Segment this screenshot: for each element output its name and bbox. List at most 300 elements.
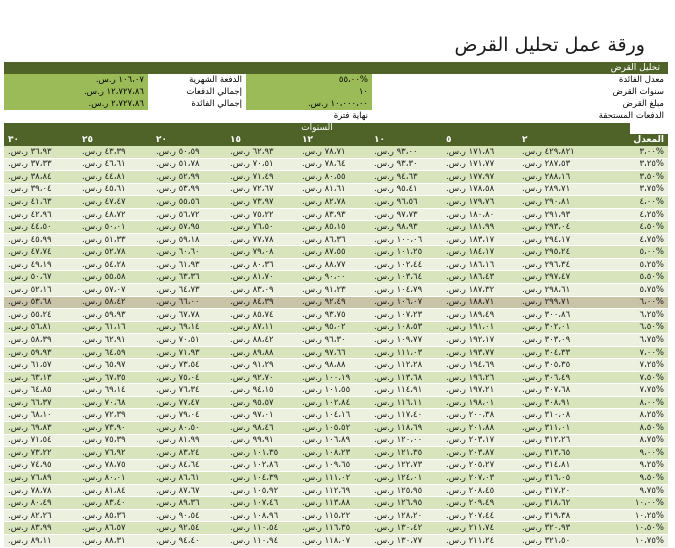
payment-cell[interactable]: ١٩٧،٢١ ر.س. bbox=[442, 384, 518, 397]
rate-cell[interactable]: %١٠،٠٠ bbox=[594, 497, 668, 510]
payment-cell[interactable]: ١١٢،٢٨ ر.س. bbox=[370, 359, 442, 372]
payment-cell[interactable]: ٤٨،٧٢ ر.س. bbox=[78, 208, 152, 221]
payment-cell[interactable]: ١٣٠،٤٢ ر.س. bbox=[370, 522, 442, 535]
payment-cell[interactable]: ٥٣،٦٨ ر.س. bbox=[4, 296, 78, 309]
payment-cell[interactable]: ٤٢،٩٦ ر.س. bbox=[4, 208, 78, 221]
payment-cell[interactable]: ٦٨،١٠ ر.س. bbox=[4, 409, 78, 422]
payment-cell[interactable]: ٩٧،٦٦ ر.س. bbox=[298, 346, 370, 359]
payment-cell[interactable]: ٨٣،٩٩ ر.س. bbox=[4, 522, 78, 535]
payment-cell[interactable]: ١٠٦،٠٧ ر.س. bbox=[370, 296, 442, 309]
payment-cell[interactable]: ٧٦،٩٢ ر.س. bbox=[78, 447, 152, 460]
payment-cell[interactable]: ٣٢١،٥٠ ر.س. bbox=[518, 534, 594, 547]
payment-cell[interactable]: ١١٣،٦٨ ر.س. bbox=[370, 371, 442, 384]
payment-cell[interactable]: ٦٤،٨٥ ر.س. bbox=[4, 384, 78, 397]
payment-cell[interactable]: ٨٢،٧٨ ر.س. bbox=[298, 196, 370, 209]
payment-cell[interactable]: ٧٩،٠٨ ر.س. bbox=[226, 246, 298, 259]
payment-cell[interactable]: ١٨٧،٣٢ ر.س. bbox=[442, 284, 518, 297]
payment-cell[interactable]: ١٠٥،٥٢ ر.س. bbox=[298, 422, 370, 435]
payment-cell[interactable]: ٣٠٦،٤٩ ر.س. bbox=[518, 371, 594, 384]
payment-cell[interactable]: ٨٤،٦٤ ر.س. bbox=[152, 459, 226, 472]
rate-cell[interactable]: %٨،٧٥ bbox=[594, 434, 668, 447]
payment-cell[interactable]: ٦٣،١٣ ر.س. bbox=[4, 371, 78, 384]
payment-cell[interactable]: ١١٦،١١ ر.س. bbox=[370, 396, 442, 409]
rate-cell[interactable]: %٦،٥٠ bbox=[594, 321, 668, 334]
payment-cell[interactable]: ١٠٣،٦٤ ر.س. bbox=[370, 271, 442, 284]
payment-cell[interactable]: ٤٤،٥٠ ر.س. bbox=[4, 221, 78, 234]
payment-cell[interactable]: ١٠٢،٨٤ ر.س. bbox=[298, 396, 370, 409]
payment-cell[interactable]: ١١٢،٦٩ ر.س. bbox=[298, 484, 370, 497]
payment-cell[interactable]: ١٩٤،٦٩ ر.س. bbox=[442, 359, 518, 372]
payment-cell[interactable]: ٦٣،٣٦ ر.س. bbox=[152, 271, 226, 284]
payment-cell[interactable]: ٧٨،٧١ ر.س. bbox=[298, 146, 370, 158]
payment-cell[interactable]: ١٩٦،٢٦ ر.س. bbox=[442, 371, 518, 384]
payment-cell[interactable]: ١٠٩،٧٧ ر.س. bbox=[370, 334, 442, 347]
payment-cell[interactable]: ٨٠،٣٦ ر.س. bbox=[226, 258, 298, 271]
payment-cell[interactable]: ١٠٠،٠٦ ر.س. bbox=[370, 233, 442, 246]
payment-cell[interactable]: ٢٩٣،٠٤ ر.س. bbox=[518, 221, 594, 234]
payment-cell[interactable]: ١٨٨،٧١ ر.س. bbox=[442, 296, 518, 309]
payment-cell[interactable]: ٣١٨،٦٢ ر.س. bbox=[518, 497, 594, 510]
payment-cell[interactable]: ٢٩٥،٢٤ ر.س. bbox=[518, 246, 594, 259]
payment-cell[interactable]: ٢٩١،٩٣ ر.س. bbox=[518, 208, 594, 221]
payment-cell[interactable]: ١٠٤،٧٩ ر.س. bbox=[370, 284, 442, 297]
payment-cell[interactable]: ٥٤،٢٨ ر.س. bbox=[78, 258, 152, 271]
payment-cell[interactable]: ٢٩٩،٧١ ر.س. bbox=[518, 296, 594, 309]
payment-cell[interactable]: ٦١،١٦ ر.س. bbox=[78, 321, 152, 334]
payment-cell[interactable]: ٧١،٤٩ ر.س. bbox=[226, 171, 298, 184]
payment-cell[interactable]: ٧٥،٠٤ ر.س. bbox=[152, 371, 226, 384]
payment-cell[interactable]: ٢٨٩،٧١ ر.س. bbox=[518, 183, 594, 196]
payment-cell[interactable]: ٤٢٩،٨٢١ ر.س. bbox=[518, 146, 594, 158]
payment-cell[interactable]: ٣٧،٣٣ ر.س. bbox=[4, 158, 78, 171]
payment-cell[interactable]: ٢٨٨،١٦ ر.س. bbox=[518, 171, 594, 184]
payment-cell[interactable]: ٩٧،٧٣ ر.س. bbox=[370, 208, 442, 221]
rate-cell[interactable]: %٩،٧٥ bbox=[594, 484, 668, 497]
rate-cell[interactable]: %٥،٠٠ bbox=[594, 246, 668, 259]
rate-cell[interactable]: %٩،٥٠ bbox=[594, 472, 668, 485]
rate-cell[interactable]: %١٠،٥٠ bbox=[594, 522, 668, 535]
payment-cell[interactable]: ٧٩،٠٤ ر.س. bbox=[152, 409, 226, 422]
payment-cell[interactable]: ٣٢٠،٩٣ ر.س. bbox=[518, 522, 594, 535]
payment-cell[interactable]: ٢٠٣،١٧ ر.س. bbox=[442, 434, 518, 447]
rate-cell[interactable]: %٤،٢٥ bbox=[594, 208, 668, 221]
payment-cell[interactable]: ١٠١،٢٥ ر.س. bbox=[370, 246, 442, 259]
payment-cell[interactable]: ١١٠،٩٤ ر.س. bbox=[226, 534, 298, 547]
payment-cell[interactable]: ٧٠،٦٨ ر.س. bbox=[78, 396, 152, 409]
payment-cell[interactable]: ١١٠،٥٤ ر.س. bbox=[226, 522, 298, 535]
payment-cell[interactable]: ٩٢،٥٤ ر.س. bbox=[152, 522, 226, 535]
rate-cell[interactable]: %٧،٥٠ bbox=[594, 371, 668, 384]
payment-cell[interactable]: ١٠٤،١٦ ر.س. bbox=[298, 409, 370, 422]
col-header-10[interactable]: ١٠ bbox=[370, 134, 442, 146]
payment-cell[interactable]: ٦٩،١٤ ر.س. bbox=[78, 384, 152, 397]
payment-cell[interactable]: ٧٦،٥٠ ر.س. bbox=[226, 221, 298, 234]
rate-cell[interactable]: %٨،٢٥ bbox=[594, 409, 668, 422]
payment-cell[interactable]: ٧٣،٥٤ ر.س. bbox=[152, 359, 226, 372]
payment-cell[interactable]: ٨٠،٠١ ر.س. bbox=[78, 472, 152, 485]
payment-cell[interactable]: ١٢١،٣٥ ر.س. bbox=[370, 447, 442, 460]
payment-cell[interactable]: ١٢٥،٩٥ ر.س. bbox=[370, 484, 442, 497]
rate-cell[interactable]: %١٠،٢٥ bbox=[594, 509, 668, 522]
payment-cell[interactable]: ٢٨٧،٥٣ ر.س. bbox=[518, 158, 594, 171]
payment-cell[interactable]: ٩٤،١٥ ر.س. bbox=[226, 384, 298, 397]
payment-cell[interactable]: ٣١٤،٨١ ر.س. bbox=[518, 459, 594, 472]
payment-cell[interactable]: ١٠٩،٦٥ ر.س. bbox=[298, 459, 370, 472]
payment-cell[interactable]: ٦٤،٥٩ ر.س. bbox=[78, 346, 152, 359]
payment-cell[interactable]: ٨٣،٤٠ ر.س. bbox=[78, 497, 152, 510]
payment-cell[interactable]: ٩٨،٤٦ ر.س. bbox=[226, 422, 298, 435]
payment-cell[interactable]: ١١٥،٢٢ ر.س. bbox=[298, 509, 370, 522]
payment-cell[interactable]: ٤٧،٧٤ ر.س. bbox=[4, 246, 78, 259]
payment-cell[interactable]: ٦٤،٧٣ ر.س. bbox=[152, 284, 226, 297]
payment-cell[interactable]: ١٨٠،٨٠ ر.س. bbox=[442, 208, 518, 221]
payment-cell[interactable]: ٩٣،٣٠ ر.س. bbox=[370, 158, 442, 171]
payment-cell[interactable]: ١٠٢،٤٤ ر.س. bbox=[370, 258, 442, 271]
payment-cell[interactable]: ٢٠٥،٢٧ ر.س. bbox=[442, 459, 518, 472]
payment-cell[interactable]: ٣٠٣،٠٩ ر.س. bbox=[518, 334, 594, 347]
payment-cell[interactable]: ١٣٠،٧٧ ر.س. bbox=[370, 534, 442, 547]
payment-cell[interactable]: ٣١٦،٠٥ ر.س. bbox=[518, 472, 594, 485]
payment-cell[interactable]: ٥٦،٨١ ر.س. bbox=[4, 321, 78, 334]
col-header-rate[interactable]: المعدل bbox=[594, 134, 668, 146]
payment-cell[interactable]: ٧٤،٩٥ ر.س. bbox=[4, 459, 78, 472]
payment-cell[interactable]: ١٧١،٨٦ ر.س. bbox=[442, 146, 518, 158]
payment-cell[interactable]: ٨٤،٣٩ ر.س. bbox=[226, 296, 298, 309]
payment-cell[interactable]: ٩٧،٠١ ر.س. bbox=[226, 409, 298, 422]
payment-cell[interactable]: ٩٣،٧٥ ر.س. bbox=[298, 309, 370, 322]
payment-cell[interactable]: ٨٧،٦٧ ر.س. bbox=[152, 484, 226, 497]
payment-cell[interactable]: ١٩٣،٧٧ ر.س. bbox=[442, 346, 518, 359]
payment-cell[interactable]: ٥٦،٧٢ ر.س. bbox=[152, 208, 226, 221]
payment-cell[interactable]: ٢٠٩،٤٩ ر.س. bbox=[442, 497, 518, 510]
rate-cell[interactable]: %٤،٧٥ bbox=[594, 233, 668, 246]
payment-cell[interactable]: ٢٠٠،٣٨ ر.س. bbox=[442, 409, 518, 422]
payment-cell[interactable]: ٦١،٥٧ ر.س. bbox=[4, 359, 78, 372]
payment-cell[interactable]: ٩٤،٤٠ ر.س. bbox=[152, 534, 226, 547]
payment-cell[interactable]: ٦٧،٧٨ ر.س. bbox=[152, 309, 226, 322]
payment-cell[interactable]: ١٠٨،٢٣ ر.س. bbox=[298, 447, 370, 460]
payment-cell[interactable]: ١٠٨،٩٦ ر.س. bbox=[226, 509, 298, 522]
payment-cell[interactable]: ٨٧،٥٥ ر.س. bbox=[298, 246, 370, 259]
payment-cell[interactable]: ٤٣،٣٩ ر.س. bbox=[78, 146, 152, 158]
payment-cell[interactable]: ٣٦،٩٣ ر.س. bbox=[4, 146, 78, 158]
payment-cell[interactable]: ١٢٤،٠١ ر.س. bbox=[370, 472, 442, 485]
rate-cell[interactable]: %٣،٢٥ bbox=[594, 158, 668, 171]
payment-cell[interactable]: ٧٨،٧٥ ر.س. bbox=[78, 459, 152, 472]
payment-cell[interactable]: ٨٠،٥٠ ر.س. bbox=[152, 422, 226, 435]
payment-cell[interactable]: ٨٦،٣٦ ر.س. bbox=[298, 233, 370, 246]
payment-cell[interactable]: ٩١،٢٩ ر.س. bbox=[226, 359, 298, 372]
payment-cell[interactable]: ٥٢،١٦ ر.س. bbox=[4, 284, 78, 297]
payment-cell[interactable]: ٦٠،٦٠ ر.س. bbox=[152, 246, 226, 259]
payment-cell[interactable]: ١١٣،٨٨ ر.س. bbox=[298, 497, 370, 510]
payment-cell[interactable]: ٩٨،٨٨ ر.س. bbox=[298, 359, 370, 372]
col-header-15[interactable]: ١٥ bbox=[226, 134, 298, 146]
payment-cell[interactable]: ١٠٢،٨٦ ر.س. bbox=[226, 459, 298, 472]
payment-cell[interactable]: ٣٠٧،٦٨ ر.س. bbox=[518, 384, 594, 397]
payment-cell[interactable]: ٩٩،٩١ ر.س. bbox=[226, 434, 298, 447]
payment-cell[interactable]: ٢٩٦،٣٤ ر.س. bbox=[518, 258, 594, 271]
col-header-12[interactable]: ١٢ bbox=[298, 134, 370, 146]
payment-cell[interactable]: ٣١١،٠١ ر.س. bbox=[518, 422, 594, 435]
rate-cell[interactable]: %٦،٢٥ bbox=[594, 309, 668, 322]
payment-cell[interactable]: ١٠٤،٣٩ ر.س. bbox=[226, 472, 298, 485]
payment-cell[interactable]: ٣٠٤،٣٣ ر.س. bbox=[518, 346, 594, 359]
value-loan-amount[interactable]: ١٠،٠٠٠،٠٠ ر.س. bbox=[307, 99, 368, 109]
rate-cell[interactable]: %٤،٠٠ bbox=[594, 196, 668, 209]
payment-cell[interactable]: ٧٨،٦٤ ر.س. bbox=[298, 158, 370, 171]
payment-cell[interactable]: ٨٢،٢٦ ر.س. bbox=[4, 509, 78, 522]
payment-cell[interactable]: ١٨٦،١٦ ر.س. bbox=[442, 258, 518, 271]
payment-cell[interactable]: ٨٠،٥٥ ر.س. bbox=[298, 171, 370, 184]
payment-cell[interactable]: ٢٠٧،٤٤ ر.س. bbox=[442, 509, 518, 522]
payment-cell[interactable]: ٥٢،٧٨ ر.س. bbox=[78, 246, 152, 259]
payment-cell[interactable]: ٣٠٠،٨٦ ر.س. bbox=[518, 309, 594, 322]
payment-cell[interactable]: ٧١،٥٤ ر.س. bbox=[4, 434, 78, 447]
payment-cell[interactable]: ١٩١،٠١ ر.س. bbox=[442, 321, 518, 334]
payment-cell[interactable]: ٦٥،٩٧ ر.س. bbox=[78, 359, 152, 372]
rate-cell[interactable]: %٨،٥٠ bbox=[594, 422, 668, 435]
payment-cell[interactable]: ١٠٦،٨٩ ر.س. bbox=[298, 434, 370, 447]
payment-cell[interactable]: ١١٨،٦٩ ر.س. bbox=[370, 422, 442, 435]
rate-cell[interactable]: %٧،٠٠ bbox=[594, 346, 668, 359]
rate-cell[interactable]: %٥،٢٥ bbox=[594, 258, 668, 271]
payment-cell[interactable]: ١٠١،٥٥ ر.س. bbox=[298, 384, 370, 397]
payment-cell[interactable]: ٨٩،٨٨ ر.س. bbox=[226, 346, 298, 359]
payment-cell[interactable]: ١٨٤،١٧ ر.س. bbox=[442, 246, 518, 259]
payment-cell[interactable]: ٩٦،٣٠ ر.س. bbox=[298, 334, 370, 347]
payment-cell[interactable]: ٢٩٠،٨١ ر.س. bbox=[518, 196, 594, 209]
rate-cell[interactable]: %٧،٧٥ bbox=[594, 384, 668, 397]
payment-cell[interactable]: ٩٥،٤١ ر.س. bbox=[370, 183, 442, 196]
payment-cell[interactable]: ٧٣،٩٧ ر.س. bbox=[226, 196, 298, 209]
payment-cell[interactable]: ٨٣،٩٣ ر.س. bbox=[298, 208, 370, 221]
payment-cell[interactable]: ٨٣،٢٤ ر.س. bbox=[152, 447, 226, 460]
rate-cell[interactable]: %١٠،٧٥ bbox=[594, 534, 668, 547]
payment-cell[interactable]: ١٠١،٣٥ ر.س. bbox=[226, 447, 298, 460]
payment-cell[interactable]: ٨١،٧٠ ر.س. bbox=[226, 271, 298, 284]
payment-cell[interactable]: ٧٥،٢٢ ر.س. bbox=[226, 208, 298, 221]
payment-cell[interactable]: ٨١،٨٤ ر.س. bbox=[78, 484, 152, 497]
payment-cell[interactable]: ٦٦،٠٠ ر.س. bbox=[152, 296, 226, 309]
payment-cell[interactable]: ٧٥،٣٩ ر.س. bbox=[78, 434, 152, 447]
payment-cell[interactable]: ٥٠،٦٧ ر.س. bbox=[4, 271, 78, 284]
payment-cell[interactable]: ٥٣،٩٩ ر.س. bbox=[152, 183, 226, 196]
payment-cell[interactable]: ١٢٢،٧٣ ر.س. bbox=[370, 459, 442, 472]
col-header-2[interactable]: ٢ bbox=[518, 134, 594, 146]
col-header-30[interactable]: ٣٠ bbox=[4, 134, 78, 146]
payment-cell[interactable]: ٨٦،٥٧ ر.س. bbox=[78, 522, 152, 535]
payment-cell[interactable]: ١٠٧،٤٦ ر.س. bbox=[226, 497, 298, 510]
payment-cell[interactable]: ٧٢،٦٧ ر.س. bbox=[226, 183, 298, 196]
payment-cell[interactable]: ٢٩٨،٦١ ر.س. bbox=[518, 284, 594, 297]
payment-cell[interactable]: ٨٩،٣٦ ر.س. bbox=[152, 497, 226, 510]
payment-cell[interactable]: ٨١،٩٩ ر.س. bbox=[152, 434, 226, 447]
payment-cell[interactable]: ١٠٠،١٩ ر.س. bbox=[298, 371, 370, 384]
payment-cell[interactable]: ٢٩٤،١٧ ر.س. bbox=[518, 233, 594, 246]
payment-cell[interactable]: ٢٩٧،٤٧ ر.س. bbox=[518, 271, 594, 284]
payment-cell[interactable]: ٥١،٧٨ ر.س. bbox=[152, 158, 226, 171]
payment-cell[interactable]: ٢٠٨،٤٥ ر.س. bbox=[442, 484, 518, 497]
payment-cell[interactable]: ٧٧،٤٧ ر.س. bbox=[152, 396, 226, 409]
payment-cell[interactable]: ١١٦،٣٥ ر.س. bbox=[298, 522, 370, 535]
payment-cell[interactable]: ٧٢،٣٩ ر.س. bbox=[78, 409, 152, 422]
rate-cell[interactable]: %٤،٥٠ bbox=[594, 221, 668, 234]
payment-cell[interactable]: ٤١،٦٣ ر.س. bbox=[4, 196, 78, 209]
payment-cell[interactable]: ٥٠،٥٩ ر.س. bbox=[152, 146, 226, 158]
payment-cell[interactable]: ١٨٦،٤٣ ر.س. bbox=[442, 271, 518, 284]
payment-cell[interactable]: ٨٦،٦١ ر.س. bbox=[152, 472, 226, 485]
payment-cell[interactable]: ١١١،٠٢ ر.س. bbox=[298, 472, 370, 485]
payment-cell[interactable]: ٩٨،٩٣ ر.س. bbox=[370, 221, 442, 234]
payment-cell[interactable]: ٣١٣،٦٥ ر.س. bbox=[518, 447, 594, 460]
payment-cell[interactable]: ١٩٨،٠١ ر.س. bbox=[442, 396, 518, 409]
payment-cell[interactable]: ٦٧،٣٥ ر.س. bbox=[78, 371, 152, 384]
rate-cell[interactable]: %٦،٠٠ bbox=[594, 296, 668, 309]
rate-cell[interactable]: %٩،٠٠ bbox=[594, 447, 668, 460]
payment-cell[interactable]: ٣١٩،٣٨ ر.س. bbox=[518, 509, 594, 522]
payment-cell[interactable]: ٥٨،٣٩ ر.س. bbox=[4, 334, 78, 347]
payment-cell[interactable]: ٩٠،٥٤ ر.س. bbox=[152, 509, 226, 522]
payment-cell[interactable]: ٨٧،١١ ر.س. bbox=[226, 321, 298, 334]
payment-cell[interactable]: ٧٣،٩٠ ر.س. bbox=[78, 422, 152, 435]
payment-cell[interactable]: ٢٠١،٨٨ ر.س. bbox=[442, 422, 518, 435]
rate-cell[interactable]: %٧،٢٥ bbox=[594, 359, 668, 372]
payment-cell[interactable]: ٤٥،٩٩ ر.س. bbox=[4, 233, 78, 246]
payment-cell[interactable]: ٧٠،٥١ ر.س. bbox=[226, 158, 298, 171]
payment-cell[interactable]: ١١٤،٩١ ر.س. bbox=[370, 384, 442, 397]
payment-cell[interactable]: ٥٥،٢٤ ر.س. bbox=[4, 309, 78, 322]
payment-cell[interactable]: ٣١٢،٢٦ ر.س. bbox=[518, 434, 594, 447]
col-header-25[interactable]: ٢٥ bbox=[78, 134, 152, 146]
payment-cell[interactable]: ٩٤،٦٣ ر.س. bbox=[370, 171, 442, 184]
value-payments-due[interactable]: نهاية فترة bbox=[333, 111, 368, 121]
payment-cell[interactable]: ١١١،٠٣ ر.س. bbox=[370, 346, 442, 359]
payment-cell[interactable]: ٨٠،٤٩ ر.س. bbox=[4, 497, 78, 510]
payment-cell[interactable]: ٢١١،٢٤ ر.س. bbox=[442, 534, 518, 547]
payment-cell[interactable]: ٥٩،١٨ ر.س. bbox=[152, 233, 226, 246]
payment-cell[interactable]: ٨١،٦١ ر.س. bbox=[298, 183, 370, 196]
col-header-5[interactable]: ٥ bbox=[442, 134, 518, 146]
payment-cell[interactable]: ٨٩،١١ ر.س. bbox=[4, 534, 78, 547]
payment-cell[interactable]: ٦٢،٩٣ ر.س. bbox=[226, 146, 298, 158]
payment-cell[interactable]: ١١٨،٠٧ ر.س. bbox=[298, 534, 370, 547]
payment-cell[interactable]: ١٢٨،٢٠ ر.س. bbox=[370, 509, 442, 522]
payment-cell[interactable]: ١٠٨،٥٣ ر.س. bbox=[370, 321, 442, 334]
payment-cell[interactable]: ٩٢،٤٩ ر.س. bbox=[298, 296, 370, 309]
payment-cell[interactable]: ٣٠٨،٩١ ر.س. bbox=[518, 396, 594, 409]
payment-cell[interactable]: ٨٣،٠٩ ر.س. bbox=[226, 284, 298, 297]
payment-cell[interactable]: ٥٨،٤٢ ر.س. bbox=[78, 296, 152, 309]
payment-cell[interactable]: ٥٠،٠١ ر.س. bbox=[78, 221, 152, 234]
rate-cell[interactable]: %٣،٠٠ bbox=[594, 146, 668, 158]
payment-cell[interactable]: ١٧٧،٩٧ ر.س. bbox=[442, 171, 518, 184]
rate-cell[interactable]: %٩،٢٥ bbox=[594, 459, 668, 472]
payment-cell[interactable]: ٣١٠،٠٨ ر.س. bbox=[518, 409, 594, 422]
payment-cell[interactable]: ٥١،٣٣ ر.س. bbox=[78, 233, 152, 246]
payment-cell[interactable]: ٤٤،٨١ ر.س. bbox=[78, 171, 152, 184]
payment-cell[interactable]: ٣١٧،٢٠ ر.س. bbox=[518, 484, 594, 497]
value-interest-rate[interactable]: %٥٥،٠٠ bbox=[338, 75, 368, 85]
col-header-20[interactable]: ٢٠ bbox=[152, 134, 226, 146]
payment-cell[interactable]: ٩٥،٥٧ ر.س. bbox=[226, 396, 298, 409]
payment-cell[interactable]: ٩٠،٠٠ ر.س. bbox=[298, 271, 370, 284]
payment-cell[interactable]: ٦٩،١٤ ر.س. bbox=[152, 321, 226, 334]
payment-cell[interactable]: ١٠٥،٩٢ ر.س. bbox=[226, 484, 298, 497]
payment-cell[interactable]: ١٨٩،٤٩ ر.س. bbox=[442, 309, 518, 322]
payment-cell[interactable]: ٣٩،٠٤ ر.س. bbox=[4, 183, 78, 196]
payment-cell[interactable]: ٧٦،٨٩ ر.س. bbox=[4, 472, 78, 485]
payment-cell[interactable]: ١٢٦،٩٥ ر.س. bbox=[370, 497, 442, 510]
payment-cell[interactable]: ٢٠٣،٨٧ ر.س. bbox=[442, 447, 518, 460]
payment-cell[interactable]: ٩٥،٠٢ ر.س. bbox=[298, 321, 370, 334]
payment-cell[interactable]: ١٩٢،١٧ ر.س. bbox=[442, 334, 518, 347]
rate-cell[interactable]: %٨،٠٠ bbox=[594, 396, 668, 409]
payment-cell[interactable]: ٦١،٩٣ ر.س. bbox=[152, 258, 226, 271]
payment-cell[interactable]: ٣٨،٨٤ ر.س. bbox=[4, 171, 78, 184]
payment-cell[interactable]: ٧٧،٧٨ ر.س. bbox=[226, 233, 298, 246]
payment-cell[interactable]: ١٧٩،٧٦ ر.س. bbox=[442, 196, 518, 209]
payment-cell[interactable]: ١٢٠،٠٠ ر.س. bbox=[370, 434, 442, 447]
payment-cell[interactable]: ١١٧،٤٠ ر.س. bbox=[370, 409, 442, 422]
rate-cell[interactable]: %٥،٥٠ bbox=[594, 271, 668, 284]
payment-cell[interactable]: ٨٥،٧٤ ر.س. bbox=[226, 309, 298, 322]
payment-cell[interactable]: ٧٦،٣٤ ر.س. bbox=[152, 384, 226, 397]
payment-cell[interactable]: ١٠٧،٢٣ ر.س. bbox=[370, 309, 442, 322]
value-loan-years[interactable]: ١٠ bbox=[358, 87, 368, 97]
payment-cell[interactable]: ٧٨،٧٨ ر.س. bbox=[4, 484, 78, 497]
payment-cell[interactable]: ٤٩،١٩ ر.س. bbox=[4, 258, 78, 271]
payment-cell[interactable]: ٧٣،٢٢ ر.س. bbox=[4, 447, 78, 460]
payment-cell[interactable]: ٥٩،٩٣ ر.س. bbox=[4, 346, 78, 359]
rate-cell[interactable]: %٥،٧٥ bbox=[594, 284, 668, 297]
payment-cell[interactable]: ٩٣،٠٠ ر.س. bbox=[370, 146, 442, 158]
payment-cell[interactable]: ١٧٨،٥٨ ر.س. bbox=[442, 183, 518, 196]
payment-cell[interactable]: ٥٢،٩٩ ر.س. bbox=[152, 171, 226, 184]
payment-cell[interactable]: ١٨١،٩٩ ر.س. bbox=[442, 221, 518, 234]
payment-cell[interactable]: ٤٥،٦١ ر.س. bbox=[78, 183, 152, 196]
payment-cell[interactable]: ٨٥،١٥ ر.س. bbox=[298, 221, 370, 234]
payment-cell[interactable]: ٦٦،٣٧ ر.س. bbox=[4, 396, 78, 409]
payment-cell[interactable]: ٢١١،٧٤ ر.س. bbox=[442, 522, 518, 535]
payment-cell[interactable]: ٢٠٧،٠٣ ر.س. bbox=[442, 472, 518, 485]
payment-cell[interactable]: ٣٠٥،٣٥ ر.س. bbox=[518, 359, 594, 372]
payment-cell[interactable]: ١٧١،٧٧ ر.س. bbox=[442, 158, 518, 171]
payment-cell[interactable]: ٨٥،٣٦ ر.س. bbox=[78, 509, 152, 522]
payment-cell[interactable]: ٦٩،٨٣ ر.س. bbox=[4, 422, 78, 435]
payment-cell[interactable]: ٣٠٢،٠١ ر.س. bbox=[518, 321, 594, 334]
payment-cell[interactable]: ٥٧،٠٧ ر.س. bbox=[78, 284, 152, 297]
payment-cell[interactable]: ٥٥،٥٨ ر.س. bbox=[78, 271, 152, 284]
payment-cell[interactable]: ١٨٣،١٧ ر.س. bbox=[442, 233, 518, 246]
payment-cell[interactable]: ٦٢،٩١ ر.س. bbox=[78, 334, 152, 347]
rate-cell[interactable]: %٣،٥٠ bbox=[594, 171, 668, 184]
payment-cell[interactable]: ٤٦،٦١ ر.س. bbox=[78, 158, 152, 171]
payment-cell[interactable]: ٩٦،٥٦ ر.س. bbox=[370, 196, 442, 209]
payment-cell[interactable]: ٧١،٩٣ ر.س. bbox=[152, 346, 226, 359]
payment-cell[interactable]: ٤٧،٤٧ ر.س. bbox=[78, 196, 152, 209]
payment-cell[interactable]: ٥٩،٩٣ ر.س. bbox=[78, 309, 152, 322]
payment-cell[interactable]: ٥٧،٩٥ ر.س. bbox=[152, 221, 226, 234]
payment-cell[interactable]: ٩١،٢٣ ر.س. bbox=[298, 284, 370, 297]
payment-cell[interactable]: ٨٨،٣١ ر.س. bbox=[78, 534, 152, 547]
rate-cell[interactable]: %٦،٧٥ bbox=[594, 334, 668, 347]
rate-cell[interactable]: %٣،٧٥ bbox=[594, 183, 668, 196]
payment-cell[interactable]: ٧٠،٥١ ر.س. bbox=[152, 334, 226, 347]
payment-cell[interactable]: ٨٨،٧٧ ر.س. bbox=[298, 258, 370, 271]
payment-cell[interactable]: ٨٨،٤٢ ر.س. bbox=[226, 334, 298, 347]
payment-cell[interactable]: ٩٢،٧٠ ر.س. bbox=[226, 371, 298, 384]
